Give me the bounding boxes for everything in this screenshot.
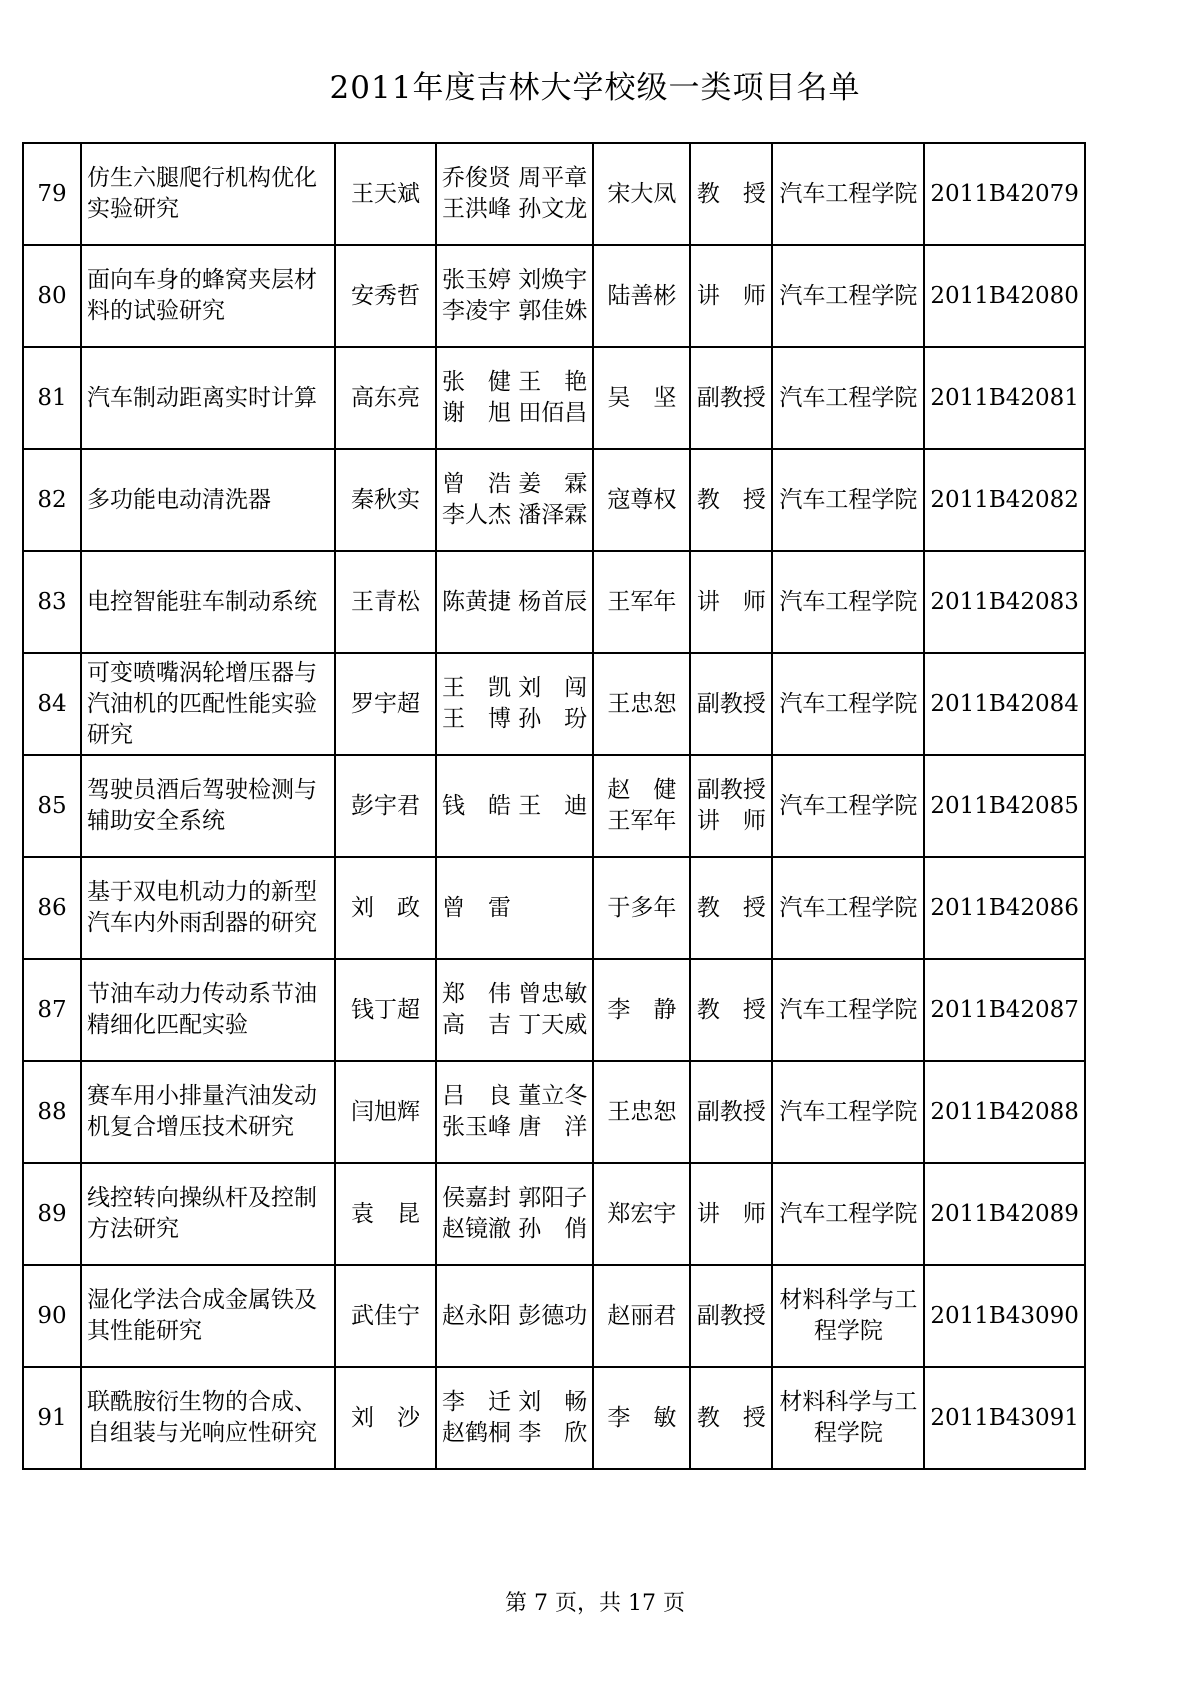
project-table <box>22 142 1086 1470</box>
advisor-name-line: 宋大凤 <box>607 180 677 207</box>
advisor-rank <box>690 653 772 755</box>
table-body <box>23 143 1085 1469</box>
college-name: 汽车工程学院 <box>772 551 924 653</box>
advisor-name <box>593 1265 690 1367</box>
advisor-rank-line: 讲 师 <box>696 282 766 309</box>
advisor-name-line: 陆善彬 <box>607 282 677 309</box>
advisor-name-line: 李 静 <box>607 996 677 1023</box>
project-title: 湿化学法合成金属铁及其性能研究 <box>81 1265 335 1367</box>
page-title: 2011年度吉林大学校级一类项目名单 <box>329 70 861 106</box>
advisor-rank <box>690 1061 772 1163</box>
advisor-rank-line: 教 授 <box>696 486 766 513</box>
project-title: 基于双电机动力的新型汽车内外雨刮器的研究 <box>81 857 335 959</box>
team-members <box>436 245 593 347</box>
row-number: 90 <box>23 1265 81 1367</box>
team-members <box>436 1265 593 1367</box>
college-name: 汽车工程学院 <box>772 1163 924 1265</box>
advisor-rank <box>690 755 772 857</box>
team-members-line: 钱 皓 王 迪 <box>442 792 588 819</box>
college-name: 汽车工程学院 <box>772 653 924 755</box>
project-leader: 王天斌 <box>335 143 436 245</box>
advisor-name-line: 王忠恕 <box>607 1098 677 1125</box>
team-members <box>436 755 593 857</box>
project-code: 2011B42087 <box>924 959 1085 1061</box>
project-code: 2011B42082 <box>924 449 1085 551</box>
advisor-name <box>593 1367 690 1469</box>
project-leader: 刘 政 <box>335 857 436 959</box>
advisor-name <box>593 857 690 959</box>
advisor-rank <box>690 449 772 551</box>
college-name: 汽车工程学院 <box>772 1061 924 1163</box>
college-name: 汽车工程学院 <box>772 347 924 449</box>
project-title: 驾驶员酒后驾驶检测与辅助安全系统 <box>81 755 335 857</box>
page-footer: 第 7 页，共 17 页 <box>505 1591 685 1616</box>
row-number: 80 <box>23 245 81 347</box>
team-members-line: 高 吉 丁天威 <box>442 1012 588 1038</box>
advisor-rank-line: 副教授 <box>696 777 766 803</box>
college-name: 汽车工程学院 <box>772 959 924 1061</box>
advisor-name-line: 于多年 <box>607 894 677 921</box>
team-members <box>436 653 593 755</box>
advisor-name <box>593 449 690 551</box>
advisor-rank <box>690 143 772 245</box>
team-members-line: 李 迁 刘 畅 <box>442 1389 588 1415</box>
table-row <box>23 755 1085 857</box>
advisor-name <box>593 959 690 1061</box>
advisor-rank-line: 副教授 <box>696 1302 766 1329</box>
advisor-rank <box>690 959 772 1061</box>
team-members <box>436 347 593 449</box>
team-members-line: 李人杰 潘泽霖 <box>442 502 588 528</box>
team-members <box>436 143 593 245</box>
project-code: 2011B42086 <box>924 857 1085 959</box>
advisor-rank-line: 讲 师 <box>696 588 766 615</box>
advisor-name-line: 王忠恕 <box>607 690 677 717</box>
advisor-name <box>593 1163 690 1265</box>
team-members <box>436 449 593 551</box>
project-code: 2011B42089 <box>924 1163 1085 1265</box>
project-code: 2011B43091 <box>924 1367 1085 1469</box>
table-row <box>23 1265 1085 1367</box>
team-members-line: 王 博 孙 玢 <box>442 706 588 732</box>
row-number: 91 <box>23 1367 81 1469</box>
team-members-line: 乔俊贤 周平章 <box>442 165 588 191</box>
project-leader: 钱丁超 <box>335 959 436 1061</box>
table-row <box>23 1367 1085 1469</box>
row-number: 82 <box>23 449 81 551</box>
team-members-line: 张玉婷 刘焕宇 <box>442 267 588 293</box>
advisor-name-line: 郑宏宇 <box>607 1200 677 1227</box>
advisor-name <box>593 755 690 857</box>
advisor-rank-line: 副教授 <box>696 1098 766 1125</box>
project-code: 2011B42081 <box>924 347 1085 449</box>
advisor-rank-line: 教 授 <box>696 996 766 1023</box>
project-leader: 闫旭辉 <box>335 1061 436 1163</box>
college-name: 汽车工程学院 <box>772 143 924 245</box>
project-leader: 武佳宁 <box>335 1265 436 1367</box>
project-leader: 刘 沙 <box>335 1367 436 1469</box>
project-title: 汽车制动距离实时计算 <box>81 347 335 449</box>
team-members-line: 张 健 王 艳 <box>442 369 588 395</box>
project-leader: 袁 昆 <box>335 1163 436 1265</box>
team-members <box>436 1367 593 1469</box>
project-code: 2011B42080 <box>924 245 1085 347</box>
project-title: 电控智能驻车制动系统 <box>81 551 335 653</box>
table-row <box>23 959 1085 1061</box>
table-row <box>23 857 1085 959</box>
team-members <box>436 551 593 653</box>
advisor-name-line: 王军年 <box>607 588 677 615</box>
team-members <box>436 959 593 1061</box>
team-members-line: 谢 旭 田佰昌 <box>442 400 588 426</box>
team-members-line: 赵镜澈 孙 俏 <box>442 1216 588 1242</box>
project-code: 2011B42079 <box>924 143 1085 245</box>
advisor-rank <box>690 1163 772 1265</box>
team-members <box>436 857 593 959</box>
advisor-rank <box>690 1265 772 1367</box>
project-leader: 安秀哲 <box>335 245 436 347</box>
advisor-name-line: 赵丽君 <box>607 1302 677 1329</box>
college-name: 汽车工程学院 <box>772 755 924 857</box>
college-name: 汽车工程学院 <box>772 245 924 347</box>
row-number: 86 <box>23 857 81 959</box>
project-leader: 王青松 <box>335 551 436 653</box>
table-row <box>23 245 1085 347</box>
row-number: 89 <box>23 1163 81 1265</box>
row-number: 81 <box>23 347 81 449</box>
table-row <box>23 1061 1085 1163</box>
team-members-line: 曾 雷 <box>442 894 511 921</box>
table-row <box>23 143 1085 245</box>
row-number: 85 <box>23 755 81 857</box>
team-members-line: 赵鹤桐 李 欣 <box>442 1420 588 1446</box>
team-members <box>436 1163 593 1265</box>
advisor-rank <box>690 347 772 449</box>
college-name: 材料科学与工程学院 <box>772 1367 924 1469</box>
project-title: 联酰胺衍生物的合成、自组装与光响应性研究 <box>81 1367 335 1469</box>
advisor-name <box>593 347 690 449</box>
row-number: 83 <box>23 551 81 653</box>
project-title: 节油车动力传动系节油精细化匹配实验 <box>81 959 335 1061</box>
project-code: 2011B43090 <box>924 1265 1085 1367</box>
advisor-name <box>593 653 690 755</box>
college-name: 汽车工程学院 <box>772 449 924 551</box>
row-number: 87 <box>23 959 81 1061</box>
row-number: 88 <box>23 1061 81 1163</box>
table-row <box>23 449 1085 551</box>
advisor-rank-line: 副教授 <box>696 384 766 411</box>
advisor-name-line: 王军年 <box>607 808 677 834</box>
project-code: 2011B42083 <box>924 551 1085 653</box>
advisor-name-line: 李 敏 <box>607 1404 677 1431</box>
project-code: 2011B42088 <box>924 1061 1085 1163</box>
advisor-name <box>593 1061 690 1163</box>
row-number: 79 <box>23 143 81 245</box>
project-title: 可变喷嘴涡轮增压器与汽油机的匹配性能实验研究 <box>81 653 335 755</box>
advisor-rank-line: 教 授 <box>696 894 766 921</box>
project-code: 2011B42084 <box>924 653 1085 755</box>
team-members-line: 陈黄捷 杨首辰 <box>442 588 588 615</box>
team-members-line: 侯嘉封 郭阳子 <box>442 1185 588 1211</box>
team-members-line: 张玉峰 唐 洋 <box>442 1114 588 1140</box>
advisor-name-line: 寇尊权 <box>607 486 677 513</box>
college-name: 汽车工程学院 <box>772 857 924 959</box>
advisor-name <box>593 143 690 245</box>
advisor-rank <box>690 245 772 347</box>
advisor-rank-line: 讲 师 <box>696 1200 766 1227</box>
project-title: 多功能电动清洗器 <box>81 449 335 551</box>
team-members-line: 王洪峰 孙文龙 <box>442 196 588 222</box>
college-name: 材料科学与工程学院 <box>772 1265 924 1367</box>
advisor-rank <box>690 1367 772 1469</box>
team-members-line: 李凌宇 郭佳姝 <box>442 298 588 324</box>
advisor-rank-line: 讲 师 <box>696 808 766 834</box>
advisor-rank <box>690 857 772 959</box>
team-members-line: 曾 浩 姜 霖 <box>442 471 588 497</box>
project-title: 面向车身的蜂窝夹层材料的试验研究 <box>81 245 335 347</box>
advisor-name <box>593 245 690 347</box>
team-members <box>436 1061 593 1163</box>
table-row <box>23 1163 1085 1265</box>
project-leader: 秦秋实 <box>335 449 436 551</box>
table-row <box>23 551 1085 653</box>
advisor-name-line: 赵 健 <box>607 777 677 803</box>
project-code: 2011B42085 <box>924 755 1085 857</box>
team-members-line: 赵永阳 彭德功 <box>442 1302 588 1329</box>
team-members-line: 吕 良 董立冬 <box>442 1083 588 1109</box>
project-title: 仿生六腿爬行机构优化实验研究 <box>81 143 335 245</box>
project-leader: 彭宇君 <box>335 755 436 857</box>
row-number: 84 <box>23 653 81 755</box>
project-title: 赛车用小排量汽油发动机复合增压技术研究 <box>81 1061 335 1163</box>
team-members-line: 王 凯 刘 闯 <box>442 675 588 701</box>
advisor-name <box>593 551 690 653</box>
table-row <box>23 653 1085 755</box>
team-members-line: 郑 伟 曾忠敏 <box>442 981 588 1007</box>
project-title: 线控转向操纵杆及控制方法研究 <box>81 1163 335 1265</box>
table-row <box>23 347 1085 449</box>
advisor-name-line: 吴 坚 <box>607 384 677 411</box>
project-leader: 罗宇超 <box>335 653 436 755</box>
project-leader: 高东亮 <box>335 347 436 449</box>
advisor-rank <box>690 551 772 653</box>
advisor-rank-line: 教 授 <box>696 1404 766 1431</box>
advisor-rank-line: 教 授 <box>696 180 766 207</box>
advisor-rank-line: 副教授 <box>696 690 766 717</box>
